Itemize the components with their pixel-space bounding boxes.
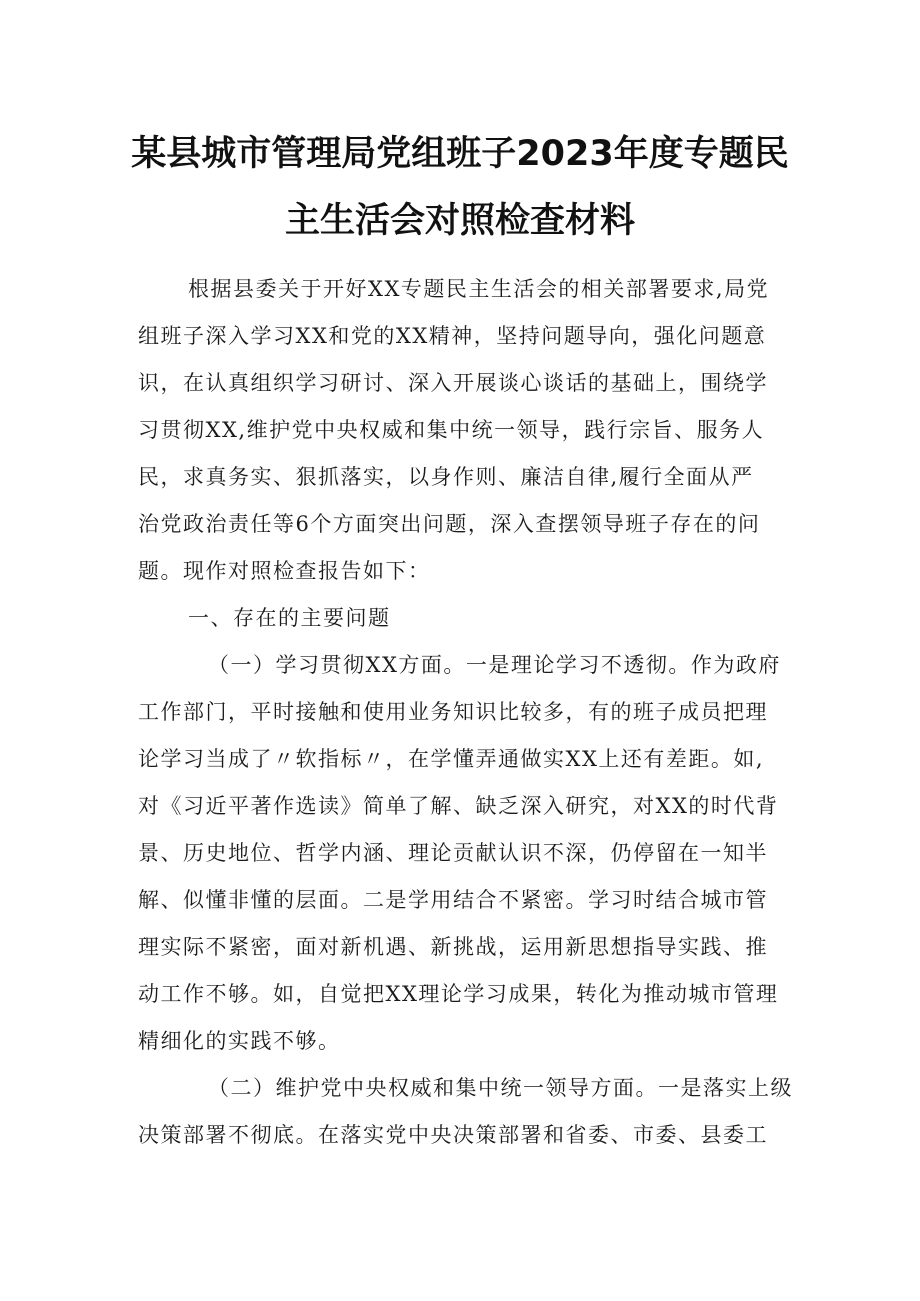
- document-body: [138, 272, 798, 1165]
- paragraph-line: 决策部署不彻底。在落实党中央决策部署和省委、市委、县委工: [138, 1123, 768, 1147]
- paragraph-line: 对《习近平著作选读》简单了解、缺乏深入研究，对XX的时代背: [138, 794, 779, 818]
- paragraph-line: 习贯彻XX,维护党中央权威和集中统一领导，践行宗旨、服务人: [138, 418, 765, 442]
- paragraph-line: 治党政治责任等6个方面突出问题，深入查摆领导班子存在的问: [138, 512, 761, 536]
- paragraph-line: 动工作不够。如，自觉把XX理论学习成果，转化为推动城市管理: [138, 982, 779, 1006]
- section-heading: 一、存在的主要问题: [188, 606, 391, 630]
- paragraph-line: 景、历史地位、哲学内涵、理论贡献认识不深，仍停留在一知半: [138, 841, 768, 865]
- paragraph-line: 解、似懂非懂的层面。二是学用结合不紧密。学习时结合城市管: [138, 888, 768, 912]
- paragraph-line: 组班子深入学习XX和党的XX精神，坚持问题导向，强化问题意: [138, 324, 767, 348]
- paragraph-line: 识，在认真组织学习研讨、深入开展谈心谈话的基础上，围绕学: [138, 371, 768, 395]
- document-title-line-1: 某县城市管理局党组班子2023年度专题民: [131, 134, 789, 174]
- paragraph-line: 根据县委关于开好XX专题民主生活会的相关部署要求,局党: [188, 277, 770, 301]
- document-title-line-2: 主生活会对照检查材料: [284, 201, 635, 241]
- paragraph-line: 精细化的实践不够。: [138, 1029, 341, 1053]
- paragraph-line: 民，求真务实、狠抓落实，以身作则、廉洁自律,履行全面从严: [138, 465, 754, 489]
- paragraph-line: 理实际不紧密，面对新机遇、新挑战，运用新思想指导实践、推: [138, 935, 768, 959]
- paragraph-line: （二）维护党中央权威和集中统一领导方面。一是落实上级: [208, 1076, 793, 1100]
- paragraph-line: 论学习当成了〃软指标〃，在学懂弄通做实XX上还有差距。如,: [138, 747, 765, 771]
- paragraph-line: （一）学习贯彻XX方面。一是理论学习不透彻。作为政府: [208, 653, 781, 677]
- paragraph-line: 题。现作对照检查报告如下：: [138, 559, 431, 583]
- paragraph-line: 工作部门，平时接触和使用业务知识比较多，有的班子成员把理: [138, 700, 768, 724]
